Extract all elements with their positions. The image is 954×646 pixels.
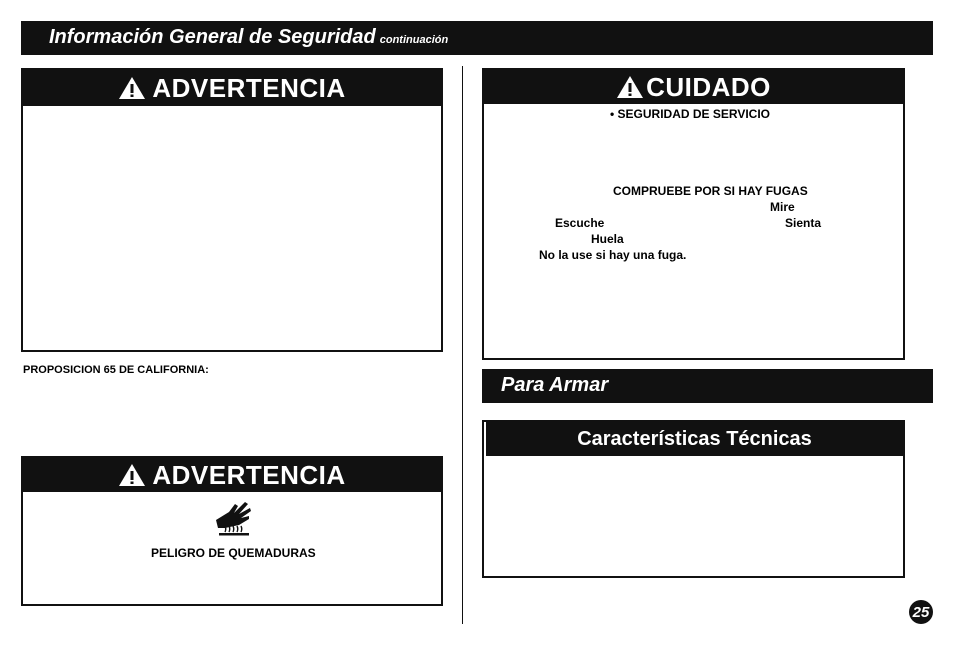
caution-box-title	[484, 70, 903, 104]
listen-label: Escuche	[555, 216, 605, 230]
leak-check-label: COMPRUEBE POR SI HAY FUGAS	[613, 184, 808, 198]
page-number-text: 25	[912, 603, 930, 621]
specs-title-text: Características Técnicas	[577, 427, 812, 450]
specs-box	[482, 420, 905, 578]
look-label: Mire	[770, 200, 795, 214]
assembly-section-bar	[482, 369, 933, 403]
burn-hazard-label: PELIGRO DE QUEMADURAS	[151, 546, 316, 560]
burn-hazard-icon	[213, 498, 253, 540]
warning-box-title	[23, 458, 441, 492]
caution-box	[482, 68, 905, 360]
feel-label: Sienta	[785, 216, 822, 230]
warning-box-title	[23, 70, 441, 106]
section-header-title	[49, 26, 448, 49]
assembly-section-title: Para Armar	[501, 374, 609, 396]
section-header-bar	[21, 21, 933, 55]
header-subtitle: continuación	[379, 34, 449, 46]
smell-label: Huela	[591, 232, 624, 246]
header-title-text: Información General de Seguridad	[49, 26, 376, 48]
warning-triangle-icon	[118, 463, 146, 487]
prop65-label: PROPOSICION 65 DE CALIFORNIA:	[23, 364, 209, 376]
warning-box-burn	[21, 456, 443, 606]
specs-box-title	[486, 422, 903, 456]
do-not-use-label: No la use si hay una fuga.	[539, 248, 687, 262]
page-number-badge	[909, 600, 933, 624]
service-safety-label: • SEGURIDAD DE SERVICIO	[610, 107, 771, 121]
warning-title-text: ADVERTENCIA	[152, 72, 346, 103]
warning-triangle-icon	[616, 75, 644, 99]
column-divider	[462, 66, 463, 624]
warning-box-general	[21, 68, 443, 352]
caution-title-text: CUIDADO	[646, 71, 771, 102]
warning-triangle-icon	[118, 76, 146, 100]
warning-title-text: ADVERTENCIA	[152, 459, 346, 490]
